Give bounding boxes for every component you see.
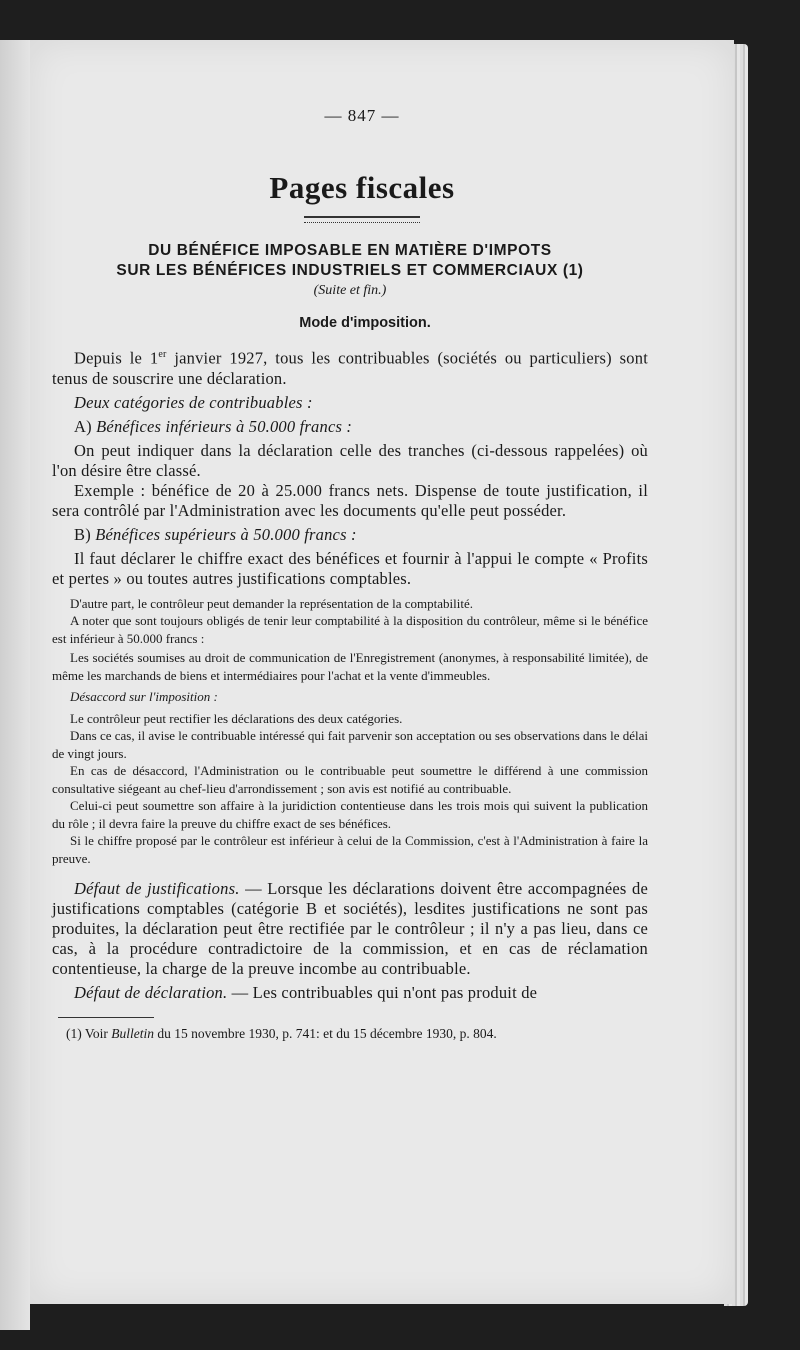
small-paragraph-4: Le contrôleur peut rectifier les déclarations des deux catégories. <box>70 710 403 726</box>
defaut-justifications-paragraph: Défaut de justifications. — Lorsque les déclarations doivent être accompagnées de justifications comptables (catégorie B et sociétés), lesdites justifications ne sont pas produites, la déclaration peut être rectifiée par le contrôleur ; il n'y a pas lieu, dans ce cas, à la procédure contradictoire de la commission, et en cas de réclamation contentieuse, la charge de la preuve incombe au contribuable. <box>52 879 648 978</box>
category-b-paragraph-1: Il faut déclarer le chiffre exact des bénéfices et fournir à l'appui le compte « Profits et pertes » ou toutes autres justifications comptables. <box>52 548 648 588</box>
category-a-heading: A) Bénéfices inférieurs à 50.000 francs : <box>74 416 353 436</box>
book-page <box>30 40 734 1304</box>
small-paragraph-8: Si le chiffre proposé par le contrôleur est inférieur à celui de la Commission, c'est à l'Administration à faire la preuve. <box>52 833 648 866</box>
deux-categories-label: Deux catégories de contribuables : <box>74 392 313 412</box>
small-paragraph-6: En cas de désaccord, l'Administration ou le contribuable peut soumettre le différend à une commission consultative siégeant au chef-lieu d'arrondissement ; son avis est notifié au contribuable. <box>52 763 648 796</box>
small-paragraph-2: A noter que sont toujours obligés de tenir leur comptabilité à la disposition du contrôleur, même si le bénéfice est inférieur à 50.000 francs : <box>52 613 648 646</box>
footnote-rule <box>58 1017 154 1018</box>
article-heading-line1: DU BÉNÉFICE IMPOSABLE EN MATIÈRE D'IMPOTS <box>148 242 552 259</box>
category-a-paragraph-1: On peut indiquer dans la déclaration celle des tranches (ci-dessous rappelées) où l'on désire être classé. <box>52 440 648 480</box>
small-paragraph-1: D'autre part, le contrôleur peut demander la représentation de la comptabilité. <box>70 595 474 611</box>
small-paragraph-5: Dans ce cas, il avise le contribuable intéressé qui fait parvenir son acceptation ou ses observations dans le délai de vingt jours. <box>52 728 648 761</box>
desaccord-heading: Désaccord sur l'imposition : <box>70 689 218 704</box>
article-heading-line2: SUR LES BÉNÉFICES INDUSTRIELS ET COMMERCIAUX (1) <box>116 262 584 279</box>
title-rule <box>304 216 420 223</box>
intro-paragraph: Depuis le 1er janvier 1927, tous les contribuables (sociétés ou particuliers) sont tenus de souscrire une déclaration. <box>52 348 648 388</box>
suite-note: (Suite et fin.) <box>313 283 387 298</box>
page-number: — 847 — <box>324 106 400 125</box>
defaut-declaration-paragraph: Défaut de déclaration. — Les contribuables qui n'ont pas produit de <box>74 983 538 1002</box>
small-paragraph-3: Les sociétés soumises au droit de communication de l'Enregistrement (anonymes, à responsabilité limitée), de même les marchands de biens et intermédiaires pour l'achat et la vente d'immeubles. <box>52 650 648 683</box>
footnote: (1) Voir Bulletin du 15 novembre 1930, p. 741: et du 15 décembre 1930, p. 804. <box>66 1026 497 1041</box>
page-title: Pages fiscales <box>269 170 455 205</box>
page-content <box>52 106 648 1042</box>
section-title: Mode d'imposition. <box>299 315 431 331</box>
category-b-heading: B) Bénéfices supérieurs à 50.000 francs : <box>74 524 357 544</box>
category-a-paragraph-2: Exemple : bénéfice de 20 à 25.000 francs nets. Dispense de toute justification, il sera contrôlé par l'Administration avec les documents qu'elle peut posséder. <box>52 480 648 520</box>
facing-page-edge <box>0 40 30 1330</box>
small-paragraph-7: Celui-ci peut soumettre son affaire à la juridiction contentieuse dans les trois mois qui suivent la publication du rôle ; il devra faire la preuve du chiffre exact de ses bénéfices. <box>52 798 648 831</box>
